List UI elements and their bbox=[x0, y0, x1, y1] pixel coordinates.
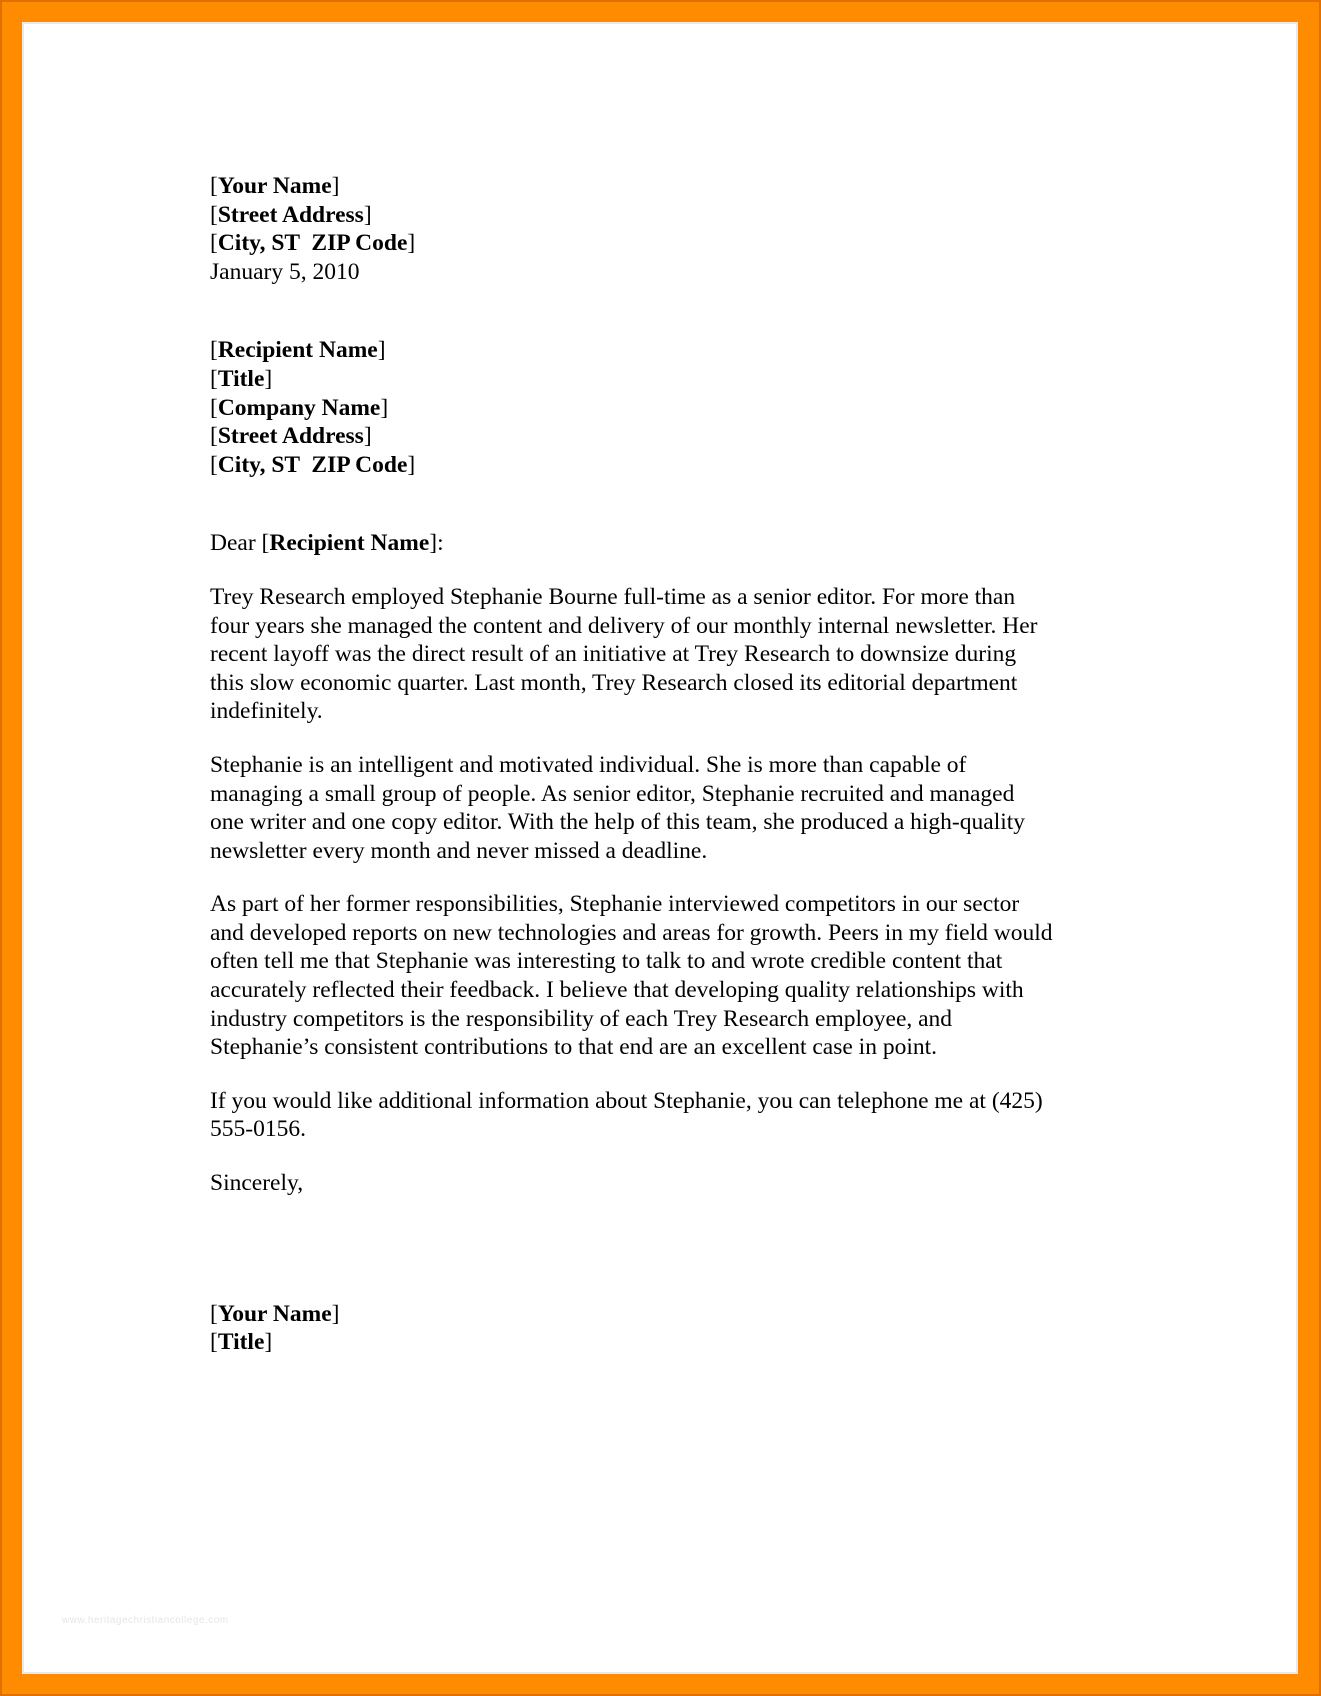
paragraph-line: Stephanie’s consistent contributions to that end are an excellent case in point. bbox=[210, 1034, 937, 1061]
recipient-company-line: [Company Name] bbox=[210, 394, 389, 421]
signature-title-placeholder: Title bbox=[217, 1329, 265, 1356]
salutation-prefix: Dear bbox=[210, 530, 262, 557]
paragraph-line: Stephanie is an intelligent and motivated individual. She is more than capable of bbox=[210, 751, 967, 778]
paragraph-line: newsletter every month and never missed a deadline. bbox=[210, 837, 708, 864]
letter-date: January 5, 2010 bbox=[210, 258, 360, 285]
paragraph-line: four years she managed the content and delivery of our monthly internal newsletter. Her bbox=[210, 612, 1038, 639]
recipient-title-placeholder: Title bbox=[217, 365, 265, 392]
paragraph-line: recent layoff was the direct result of an initiative at Trey Research to downsize during bbox=[210, 641, 1017, 668]
recipient-name-placeholder: Recipient Name bbox=[217, 337, 378, 364]
sender-name-placeholder: Your Name bbox=[217, 173, 332, 199]
sender-city-line: [City, ST ZIP Code] bbox=[210, 230, 416, 257]
salutation: Dear [Recipient Name]: bbox=[210, 530, 444, 557]
recipient-company-placeholder: Company Name bbox=[217, 394, 381, 421]
signature-name-line: [Your Name] bbox=[210, 1300, 340, 1327]
letter-body bbox=[210, 172, 1110, 1357]
paragraph-line: this slow economic quarter. Last month, Trey Research closed its editorial department bbox=[210, 669, 1018, 696]
body-paragraph-3 bbox=[210, 890, 1110, 1062]
paragraph-line: often tell me that Stephanie was interesting to talk to and wrote credible content that bbox=[210, 948, 1003, 975]
paragraph-line: managing a small group of people. As senior editor, Stephanie recruited and managed bbox=[210, 780, 1015, 807]
paragraph-line: As part of her former responsibilities, Stephanie interviewed competitors in our sector bbox=[210, 891, 1020, 918]
signature-block bbox=[210, 1300, 1110, 1357]
watermark-text: www.heritagechristiancollege.com bbox=[62, 1615, 229, 1626]
paragraph-line: and developed reports on new technologies and areas for growth. Peers in my field would bbox=[210, 919, 1053, 946]
sender-name-line: [Your Name] bbox=[210, 173, 340, 199]
salutation-suffix: : bbox=[437, 530, 444, 557]
recipient-street-placeholder: Street Address bbox=[217, 423, 364, 450]
signature-name-placeholder: Your Name bbox=[217, 1300, 332, 1327]
recipient-city-line: [City, ST ZIP Code] bbox=[210, 451, 416, 478]
recipient-block bbox=[210, 336, 1110, 479]
paragraph-line: industry competitors is the responsibility of each Trey Research employee, and bbox=[210, 1005, 953, 1032]
paragraph-line: indefinitely. bbox=[210, 698, 323, 725]
body-paragraph-4 bbox=[210, 1087, 1110, 1144]
body-paragraph-2 bbox=[210, 751, 1110, 865]
sender-street-line: [Street Address] bbox=[210, 201, 372, 228]
paragraph-line: one writer and one copy editor. With the help of this team, she produced a high-quality bbox=[210, 809, 1026, 836]
signature-title-line: [Title] bbox=[210, 1329, 273, 1356]
recipient-title-line: [Title] bbox=[210, 365, 273, 392]
paragraph-line: accurately reflected their feedback. I believe that developing quality relationships with bbox=[210, 977, 1024, 1004]
sender-city-placeholder: City, ST ZIP Code bbox=[217, 230, 408, 257]
sender-block bbox=[210, 172, 1110, 286]
sender-street-placeholder: Street Address bbox=[217, 201, 364, 228]
paragraph-line: Trey Research employed Stephanie Bourne full-time as a senior editor. For more than bbox=[210, 583, 1016, 610]
salutation-name-placeholder: Recipient Name bbox=[269, 530, 430, 557]
paragraph-line: If you would like additional information about Stephanie, you can telephone me at (425) bbox=[210, 1087, 1043, 1114]
paragraph-line: 555-0156. bbox=[210, 1116, 306, 1143]
closing: Sincerely, bbox=[210, 1170, 304, 1197]
recipient-city-placeholder: City, ST ZIP Code bbox=[217, 451, 408, 478]
recipient-street-line: [Street Address] bbox=[210, 423, 372, 450]
recipient-name-line: [Recipient Name] bbox=[210, 337, 386, 364]
body-paragraph-1 bbox=[210, 583, 1110, 726]
